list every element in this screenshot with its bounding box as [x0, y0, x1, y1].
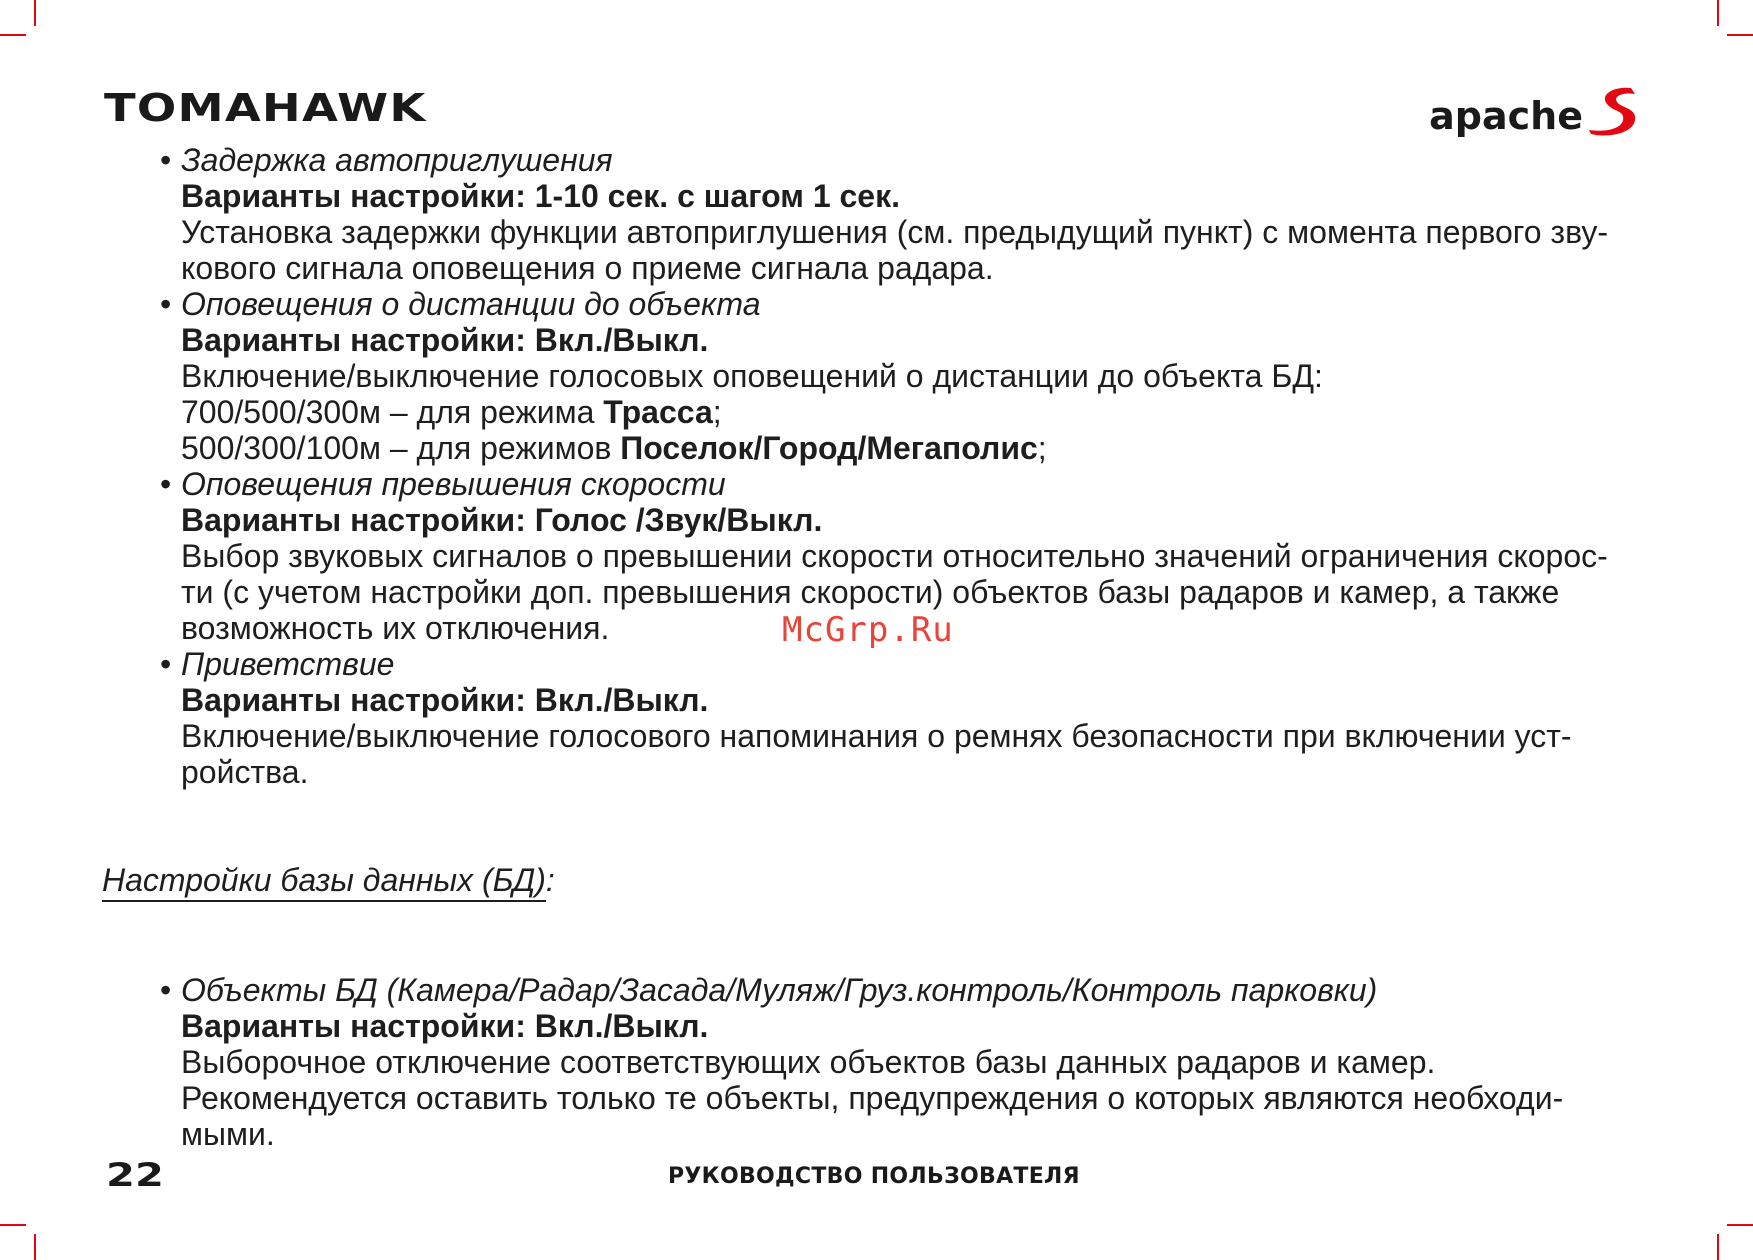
mode-suffix: ; [1037, 430, 1047, 466]
section-header [102, 826, 1652, 938]
crop-mark [1717, 0, 1719, 26]
crop-mark [0, 34, 26, 36]
mode-prefix: 500/300/100м – для режимов [181, 430, 621, 466]
setting-item [102, 646, 1652, 790]
mode-bold: Трасса [603, 394, 713, 430]
crop-mark [1727, 1224, 1753, 1226]
mode-distance-line [181, 430, 1652, 466]
setting-description-line: Включение/выключение голосовых оповещений о дистанции до объекта БД: [181, 358, 1323, 394]
section-heading: Настройки базы данных (БД) [102, 862, 546, 902]
setting-description-line: возможность их отключения. [181, 610, 610, 646]
crop-mark [1727, 34, 1753, 36]
setting-description-line: ройства. [181, 754, 309, 790]
setting-description-line: Выбор звуковых сигналов о превышении скорости относительно значений ограничения скорос- [181, 538, 1608, 574]
footer-title: РУКОВОДСТВО ПОЛЬЗОВАТЕЛЯ [668, 1164, 1080, 1189]
mode-prefix: 700/500/300м – для режима [181, 394, 604, 430]
setting-description-line: мыми. [181, 1116, 275, 1152]
bullet-icon: • [160, 142, 172, 178]
bullet-icon: • [160, 972, 172, 1008]
mode-bold: Поселок/Город/Мегаполис [620, 430, 1038, 466]
setting-title: Оповещения превышения скорости [181, 466, 726, 502]
setting-description-line: Включение/выключение голосового напоминания о ремнях безопасности при включении уст- [181, 718, 1572, 754]
bullet-icon: • [160, 286, 172, 322]
setting-options: Варианты настройки: Вкл./Выкл. [181, 322, 709, 358]
setting-title: Приветствие [181, 646, 395, 682]
settings-list [102, 142, 1652, 790]
apache-s-mark-icon [1585, 82, 1641, 138]
setting-title: Объекты БД (Камера/Радар/Засада/Муляж/Груз.контроль/Контроль парковки) [181, 972, 1378, 1008]
setting-description-line: кового сигнала оповещения о приеме сигнала радара. [181, 250, 994, 286]
crop-mark [1717, 1234, 1719, 1260]
setting-description-line: Рекомендуется оставить только те объекты, предупреждения о которых являются необходи- [181, 1080, 1564, 1116]
setting-item [102, 972, 1652, 1152]
setting-item [102, 142, 1652, 286]
apache-s-logo [1429, 82, 1641, 138]
crop-mark [0, 1224, 26, 1226]
setting-title: Оповещения о дистанции до объекта [181, 286, 761, 322]
setting-title: Задержка автоприглушения [181, 142, 613, 178]
apache-logo-word: apache [1429, 94, 1583, 138]
setting-options: Варианты настройки: Голос /Звук/Выкл. [181, 502, 823, 538]
section-heading-suffix: : [545, 862, 555, 898]
database-settings-list [102, 972, 1652, 1152]
setting-options: Варианты настройки: Вкл./Выкл. [181, 1008, 709, 1044]
setting-description-line: ти (с учетом настройки доп. превышения скорости) объектов базы радаров и камер, а также [181, 574, 1560, 610]
setting-options: Варианты настройки: 1-10 сек. с шагом 1 сек. [181, 178, 900, 214]
mode-distance-line [181, 394, 1652, 430]
page-number: 22 [106, 1156, 164, 1194]
setting-options: Варианты настройки: Вкл./Выкл. [181, 682, 709, 718]
tomahawk-logo: TOMAHAWK [104, 86, 427, 130]
bullet-icon: • [160, 646, 172, 682]
crop-mark [34, 0, 36, 26]
watermark: McGrp.Ru [782, 610, 954, 650]
bullet-icon: • [160, 466, 172, 502]
setting-item [102, 286, 1652, 466]
setting-description-line: Установка задержки функции автоприглушения (см. предыдущий пункт) с момента первого зву- [181, 214, 1609, 250]
crop-mark [34, 1234, 36, 1260]
setting-description-line: Выборочное отключение соответствующих объектов базы данных радаров и камер. [181, 1044, 1436, 1080]
mode-suffix: ; [712, 394, 722, 430]
